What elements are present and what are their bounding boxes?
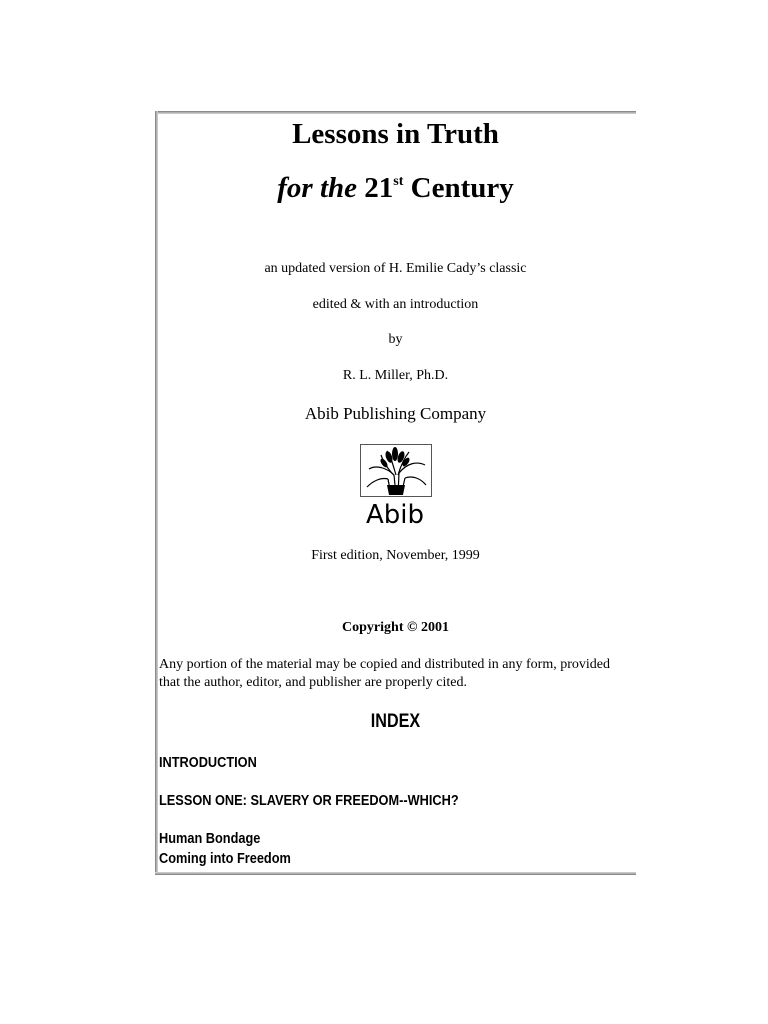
copyright-line: Copyright © 2001 [342,620,449,635]
description-line: an updated version of H. Emilie Cady’s classic [264,261,527,276]
edition-line: First edition, November, 1999 [311,548,480,563]
index-item-human-bondage: Human Bondage [159,831,261,847]
subtitle-sup: st [393,174,404,189]
editor-line: edited & with an introduction [312,297,479,312]
author-name: R. L. Miller, Ph.D. [342,368,449,383]
publisher-logo-word: Abib [365,500,425,530]
index-item-introduction: INTRODUCTION [159,755,257,771]
subtitle-end: Century [410,172,514,204]
book-subtitle [158,172,633,205]
frame-bottom-rule [155,872,636,875]
index-heading: INDEX [370,711,421,732]
permission-paragraph: Any portion of the material may be copied and distributed in any form, provided that the author, editor, and publisher are properly cited. [159,657,610,690]
index-item-coming-into-freedom: Coming into Freedom [159,851,291,867]
index-item-lesson-one: LESSON ONE: SLAVERY OR FREEDOM--WHICH? [159,793,459,809]
book-title: Lessons in Truth [292,118,499,150]
by-line: by [388,332,403,347]
frame-left-rule [155,111,158,875]
frame-top-rule [155,111,636,114]
subtitle-number: 21 [364,172,394,204]
subtitle-italic: for the [277,172,357,204]
publisher-name: Abib Publishing Company [304,404,487,423]
publisher-logo-icon [360,444,432,497]
